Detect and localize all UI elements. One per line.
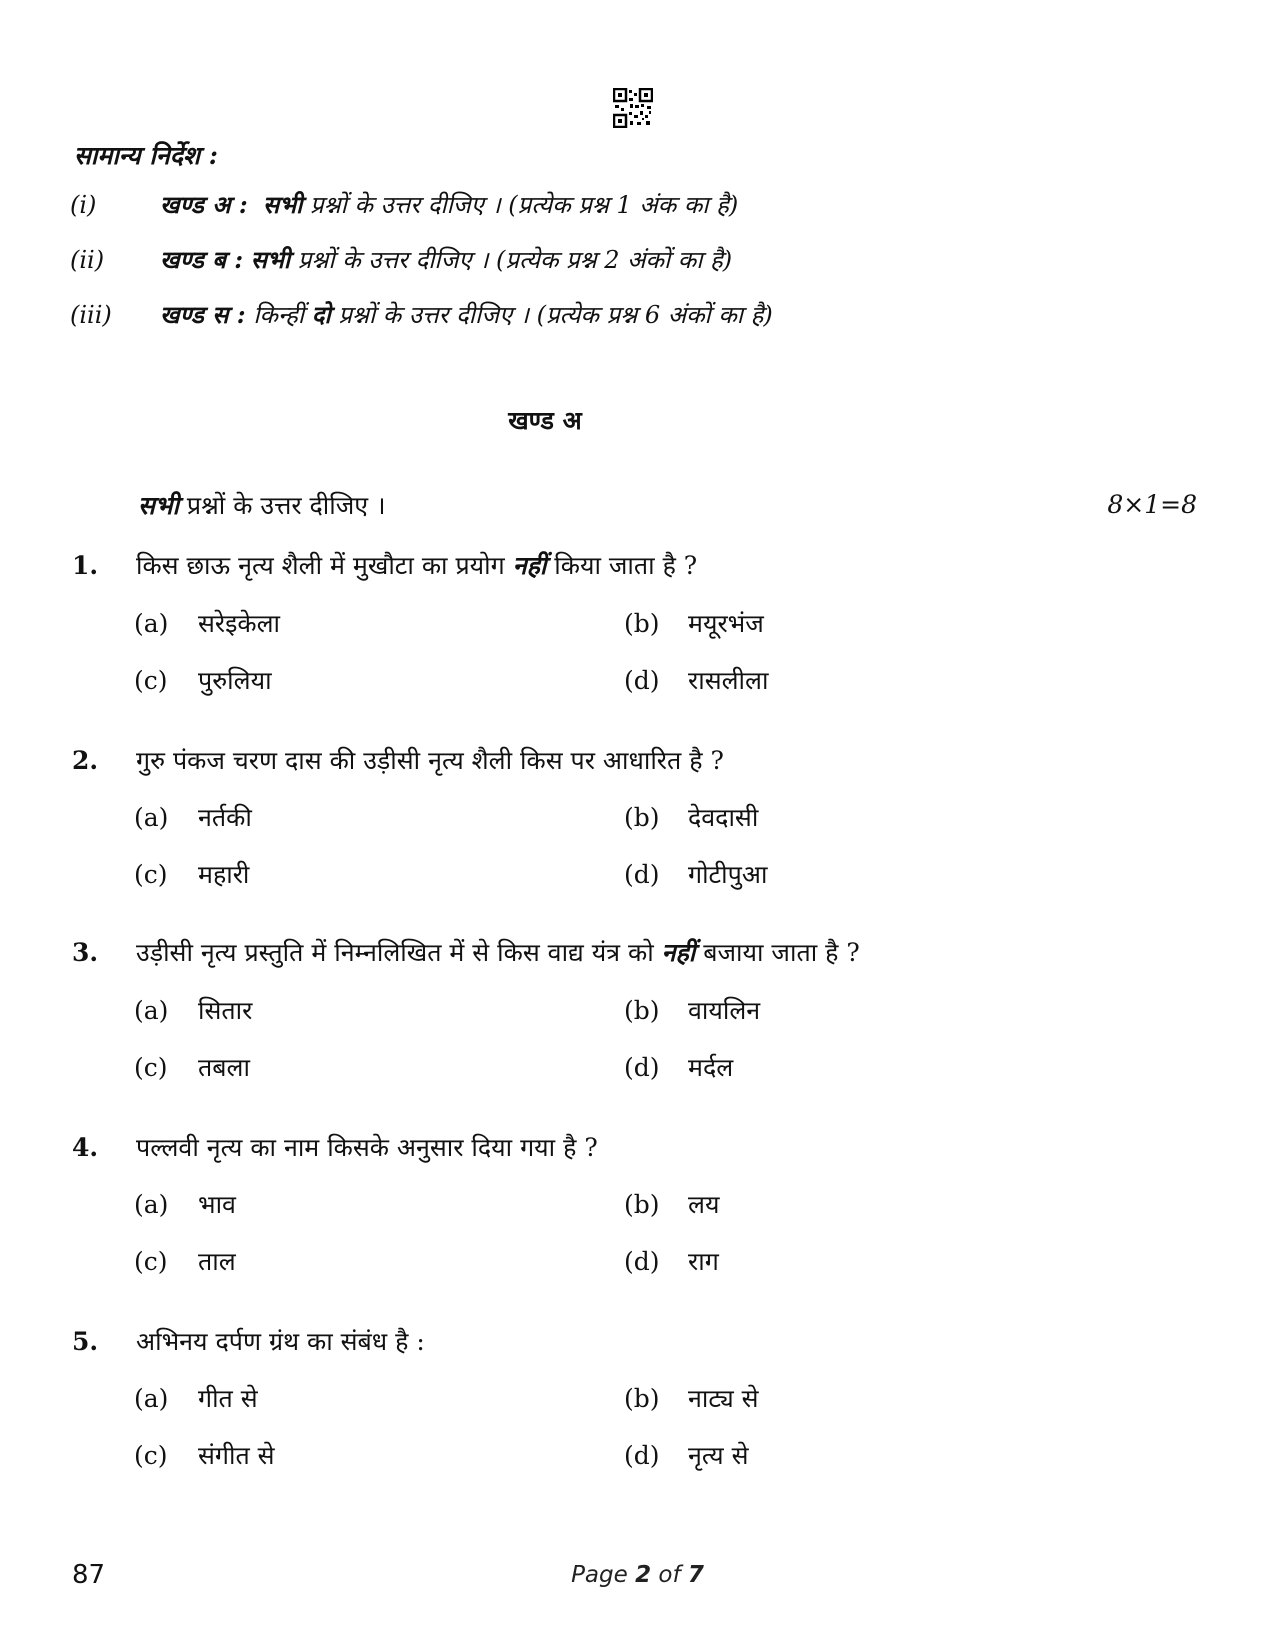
option-text: लय (688, 1190, 720, 1219)
option-text: गोटीपुआ (688, 860, 768, 889)
instruction-section: खण्ड अ : (160, 190, 248, 219)
option-text: गीत से (198, 1384, 258, 1413)
option-label: (a) (134, 1384, 169, 1413)
question-text: पल्लवी नृत्य का नाम किसके अनुसार दिया गया है ? (136, 1133, 598, 1162)
q4-option-d (624, 1244, 719, 1278)
option-label: (c) (134, 1247, 168, 1276)
option-text: नर्तकी (198, 803, 252, 832)
instruction-1 (70, 188, 738, 221)
option-text: सितार (198, 996, 253, 1025)
option-text: संगीत से (198, 1441, 275, 1470)
option-text: नाट्य से (688, 1384, 759, 1413)
option-text: तबला (198, 1053, 250, 1082)
q5-option-a (134, 1381, 258, 1415)
q4-option-a (134, 1187, 236, 1221)
question-text-end: किया जाता है ? (546, 551, 698, 580)
section-a-title: खण्ड अ (508, 406, 582, 435)
q4-option-b (624, 1187, 719, 1221)
question-number: 5. (72, 1327, 99, 1356)
instruction-lead-pre: किन्हीं (253, 301, 312, 329)
option-text: भाव (198, 1190, 236, 1219)
option-label: (d) (624, 666, 660, 695)
instruction-lead: सभी (263, 190, 303, 219)
option-label: (a) (134, 996, 169, 1025)
option-text: मर्दल (688, 1053, 734, 1082)
option-label: (a) (134, 1190, 169, 1219)
instruction-number: (i) (70, 191, 97, 219)
question-text: अभिनय दर्पण ग्रंथ का संबंध है : (136, 1327, 425, 1356)
section-a-instruction-text: प्रश्नों के उत्तर दीजिए । (178, 491, 386, 520)
option-text: देवदासी (688, 803, 759, 832)
option-label: (d) (624, 860, 660, 889)
question-2 (72, 743, 724, 777)
section-a-marks: 8×1=8 (1107, 490, 1197, 519)
instruction-3 (70, 298, 773, 331)
option-label: (b) (624, 1190, 660, 1219)
q4-option-c (134, 1244, 236, 1278)
option-text: वायलिन (688, 996, 761, 1025)
page-mid: of (651, 1562, 688, 1588)
paper-code: 87 (72, 1560, 106, 1590)
option-text: मयूरभंज (688, 609, 764, 638)
option-label: (c) (134, 860, 168, 889)
question-number: 2. (72, 746, 99, 775)
question-3 (72, 935, 860, 969)
q5-option-c (134, 1438, 275, 1472)
question-number: 1. (72, 551, 99, 580)
instruction-lead: सभी (250, 245, 291, 274)
question-emphasis: नहीं (661, 938, 696, 967)
section-a-instruction-lead: सभी (138, 491, 179, 520)
option-label: (b) (624, 803, 660, 832)
question-text: गुरु पंकज चरण दास की उड़ीसी नृत्य शैली किस पर आधारित है ? (136, 746, 724, 775)
question-text-end: बजाया जाता है ? (695, 938, 860, 967)
q5-option-d (624, 1438, 748, 1472)
q2-option-d (624, 857, 767, 891)
page-number: 2 (635, 1562, 652, 1588)
q2-option-b (624, 800, 758, 834)
option-label: (d) (624, 1247, 660, 1276)
q2-option-a (134, 800, 252, 834)
option-label: (b) (624, 996, 660, 1025)
q1-option-a (134, 606, 280, 640)
question-text: उड़ीसी नृत्य प्रस्तुति में निम्नलिखित में से किस वाद्य यंत्र को (136, 938, 662, 967)
option-text: महारी (198, 860, 250, 889)
question-number: 4. (72, 1133, 99, 1162)
question-4 (72, 1130, 598, 1164)
instruction-section: खण्ड स : (160, 300, 246, 329)
section-a-instruction (138, 488, 386, 522)
q1-option-c (134, 663, 272, 697)
instruction-section: खण्ड ब : (160, 245, 244, 274)
instruction-text: प्रश्नों के उत्तर दीजिए । (प्रत्येक प्रश्न 1 अंक का है) (302, 191, 739, 219)
option-text: रासलीला (688, 666, 769, 695)
instruction-text: प्रश्नों के उत्तर दीजिए । (प्रत्येक प्रश्न 6 अंकों का है) (330, 301, 773, 329)
option-label: (a) (134, 803, 169, 832)
question-1 (72, 548, 697, 582)
option-text: सरेइकेला (198, 609, 281, 638)
option-text: राग (688, 1247, 719, 1276)
instruction-text: प्रश्नों के उत्तर दीजिए । (प्रत्येक प्रश्न 2 अंकों का है) (290, 246, 733, 274)
q2-option-c (134, 857, 249, 891)
option-text: नृत्य से (688, 1441, 749, 1470)
question-5 (72, 1324, 425, 1358)
general-instructions-heading: सामान्य निर्देश : (74, 141, 218, 170)
q1-option-d (624, 663, 768, 697)
option-text: पुरुलिया (198, 666, 272, 695)
option-label: (c) (134, 1441, 168, 1470)
qr-code (613, 88, 653, 128)
question-number: 3. (72, 938, 99, 967)
q1-option-b (624, 606, 764, 640)
q3-option-d (624, 1050, 733, 1084)
q3-option-b (624, 993, 760, 1027)
option-label: (d) (624, 1053, 660, 1082)
option-label: (a) (134, 609, 169, 638)
option-text: ताल (198, 1247, 236, 1276)
q3-option-a (134, 993, 252, 1027)
instruction-2 (70, 243, 732, 276)
option-label: (c) (134, 666, 168, 695)
question-text: किस छाऊ नृत्य शैली में मुखौटा का प्रयोग (136, 551, 513, 580)
option-label: (c) (134, 1053, 168, 1082)
instruction-number: (iii) (70, 301, 112, 329)
page-prefix: Page (571, 1562, 636, 1588)
q3-option-c (134, 1050, 250, 1084)
page-indicator (0, 1562, 1275, 1588)
instruction-number: (ii) (70, 246, 105, 274)
option-label: (b) (624, 1384, 660, 1413)
option-label: (d) (624, 1441, 660, 1470)
option-label: (b) (624, 609, 660, 638)
page-total: 7 (687, 1562, 704, 1588)
q5-option-b (624, 1381, 759, 1415)
question-emphasis: नहीं (512, 551, 547, 580)
instruction-lead: दो (311, 300, 331, 329)
